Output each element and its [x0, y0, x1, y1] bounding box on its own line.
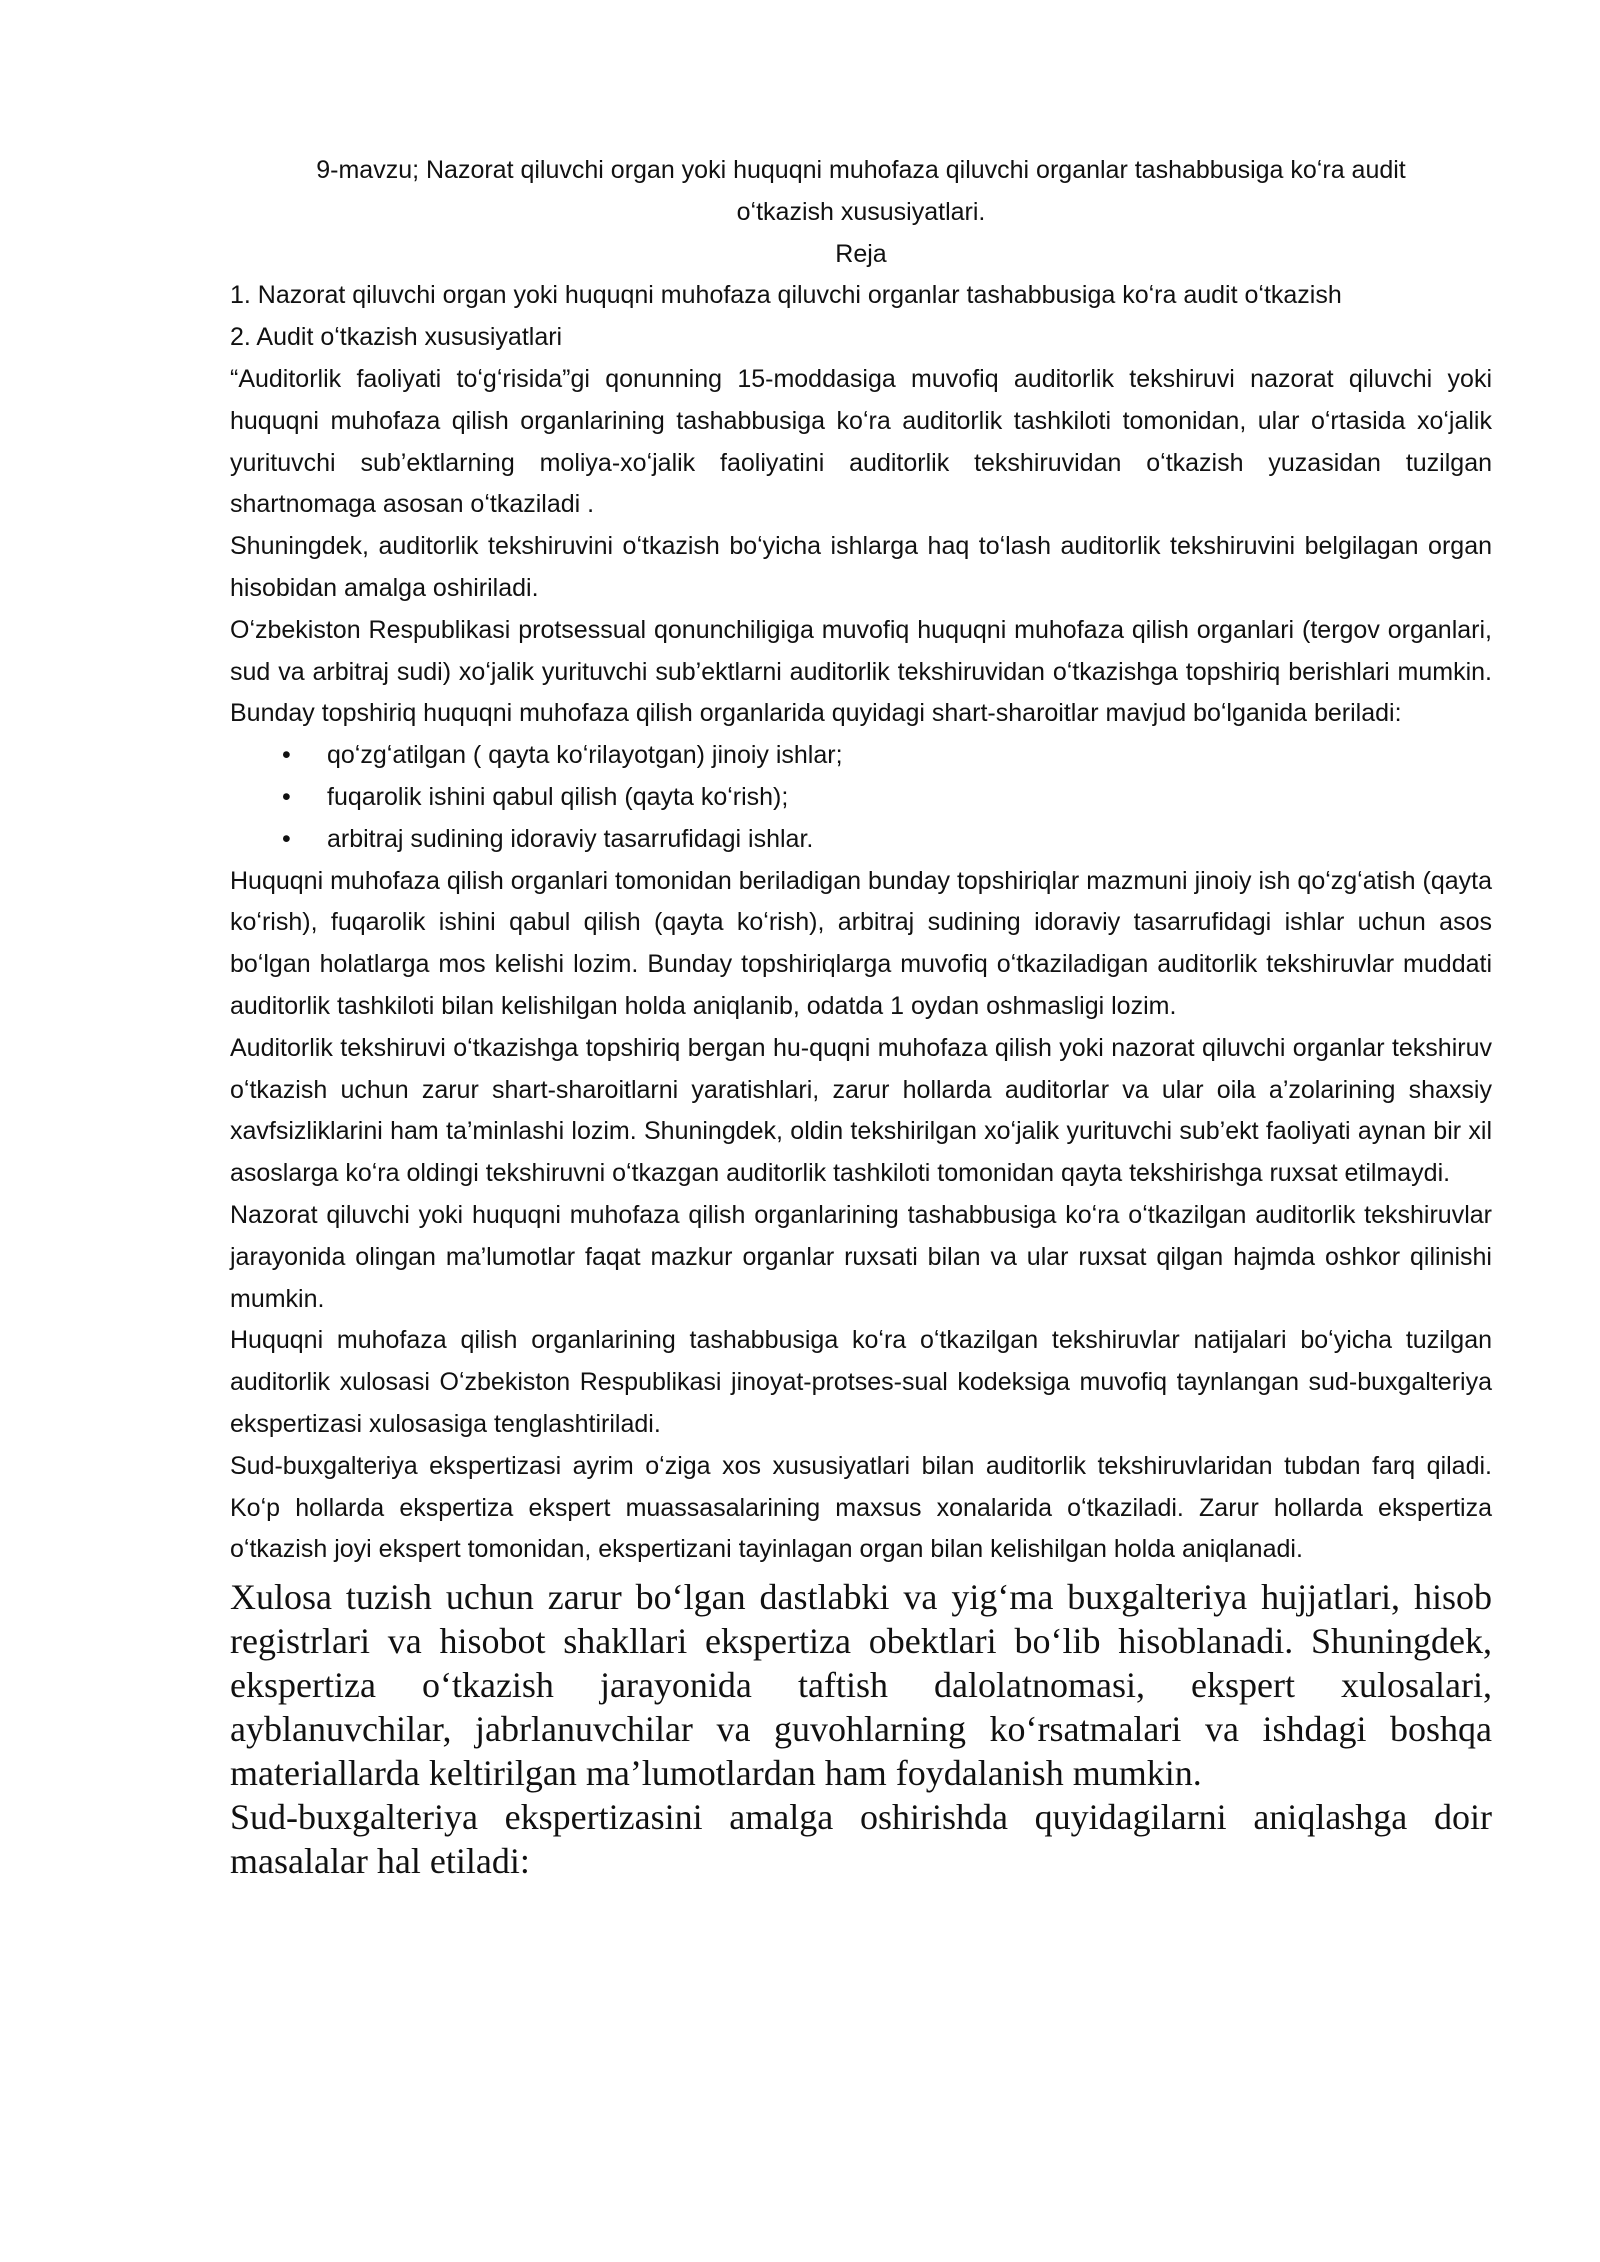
paragraph: Shuningdek, auditorlik tekshiruvini oʻtkazish boʻyicha ishlarga haq toʻlash auditorlik tekshiruvini belgilagan organ hisobidan amalga oshiriladi. — [230, 532, 1492, 602]
document-page — [230, 150, 1492, 1883]
paragraph: “Auditorlik faoliyati toʻgʻrisida”gi qonunning 15-moddasiga muvofiq auditorlik tekshiruvi nazorat qiluvchi yoki huquqni muhofaza qilish organlarining tashabbusiga koʻra auditorlik tashkiloti tomonidan, ular oʻrtasida xoʻjalik yurituvchi sub’ektlarning moliya-xoʻjalik faoliyatini auditorlik tekshiruvidan oʻtkazish yuzasidan tuzilgan shartnomaga asosan oʻtkaziladi . — [230, 364, 1492, 519]
paragraph: Sud-buxgalteriya ekspertizasi ayrim oʻziga xos xususiyatlari bilan auditorlik tekshiruvlaridan tubdan farq qiladi. Koʻp hollarda ekspertiza ekspert muassasalarining maxsus xonalarida oʻtkaziladi. Zarur hollarda ekspertiza oʻtkazish joyi ekspert tomonidan, ekspertizani tayinlagan organ bilan kelishilgan holda aniqlanadi. — [230, 1451, 1492, 1564]
list-item — [230, 819, 1492, 861]
list-item — [230, 735, 1492, 777]
paragraph: Nazorat qiluvchi yoki huquqni muhofaza qilish organlarining tashabbusiga koʻra oʻtkazilgan auditorlik tekshiruvlar jarayonida olingan ma’lumotlar faqat mazkur organlar ruxsati bilan va ular ruxsat qilgan hajmda oshkor qilinishi mumkin. — [230, 1200, 1492, 1313]
paragraph: Auditorlik tekshiruvi oʻtkazishga topshiriq bergan hu-quqni muhofaza qilish yoki nazorat qiluvchi organlar tekshiruv oʻtkazish uchun zarur shart-sharoitlarni yaratishlari, zarur hollarda auditorlar va ular oila a’zolarining shaxsiy xavfsizliklarini ham ta’minlashi lozim. Shuningdek, oldin tekshirilgan xoʻjalik yurituvchi sub’ekt faoliyati aynan bir xil asoslarga koʻra oldingi tekshiruvni oʻtkazgan auditorlik tashkiloti tomonidan qayta tekshirishga ruxsat etilmaydi. — [230, 1033, 1492, 1188]
list-item-text: qoʻzgʻatilgan ( qayta koʻrilayotgan) jinoiy ishlar; — [327, 741, 843, 770]
body-section-2 — [230, 861, 1492, 1572]
list-item-text: fuqarolik ishini qabul qilish (qayta koʻrish); — [327, 782, 789, 811]
body-section-3 — [230, 1575, 1492, 1883]
title-line: 9-mavzu; Nazorat qiluvchi organ yoki huquqni muhofaza qiluvchi organlar tashabbusiga koʻra audit — [316, 156, 1406, 184]
paragraph: Huquqni muhofaza qilish organlari tomonidan beriladigan bunday topshiriqlar mazmuni jinoiy ish qoʻzgʻatish (qayta koʻrish), fuqarolik ishini qabul qilish (qayta koʻrish), arbitraj sudining idoraviy tasarrufidagi ishlar uchun asos boʻlgan holatlarga mos kelishi lozim. Bunday topshiriqlarga muvofiq oʻtkaziladigan auditorlik tekshiruvlar muddati auditorlik tashkiloti bilan kelishilgan holda aniqlanib, odatda 1 oydan oshmasligi lozim. — [230, 866, 1492, 1020]
plan-list — [230, 275, 1492, 359]
title-line: oʻtkazish xususiyatlari. — [736, 197, 986, 226]
body-section-1 — [230, 359, 1492, 735]
paragraph: Xulosa tuzish uchun zarur boʻlgan dastlabki va yigʻma buxgalteriya hujjatlari, hisob registrlari va hisobot shakllari ekspertiza obektlari boʻlib hisoblanadi. Shuningdek, ekspertiza oʻtkazish jarayonida taftish dalolatnomasi, ekspert xulosalari, ayblanuvchilar, jabrlanuvchilar va guvohlarning koʻrsatmalari va ishdagi boshqa materiallarda keltirilgan ma’lumotlardan ham foydalanish mumkin. — [230, 1577, 1492, 1794]
document-title — [230, 150, 1492, 234]
list-item — [230, 777, 1492, 819]
paragraph: Oʻzbekiston Respublikasi protsessual qonunchiligiga muvofiq huquqni muhofaza qilish organlari (tergov organlari, sud va arbitraj sudi) xoʻjalik yurituvchi sub’ektlarni auditorlik tekshiruvidan oʻtkazishga topshiriq berishlari mumkin. Bunday topshiriq huquqni muhofaza qilish organlarida quyidagi shart-sharoitlar mavjud boʻlganida beriladi: — [230, 615, 1492, 728]
plan-item: 1. Nazorat qiluvchi organ yoki huquqni muhofaza qiluvchi organlar tashabbusiga koʻra audit oʻtkazish — [230, 281, 1342, 310]
plan-item: 2. Audit oʻtkazish xususiyatlari — [230, 323, 563, 352]
paragraph: Huquqni muhofaza qilish organlarining tashabbusiga koʻra oʻtkazilgan tekshiruvlar natijalari boʻyicha tuzilgan auditorlik xulosasi Oʻzbekiston Respublikasi jinoyat-protses-sual kodeksiga muvofiq taynlangan sud-buxgalteriya ekspertizasi xulosasiga tenglashtiriladi. — [230, 1326, 1492, 1438]
bullet-icon: • — [282, 741, 291, 770]
bullet-icon: • — [282, 824, 291, 853]
conditions-list — [230, 735, 1492, 860]
plan-heading: Reja — [835, 239, 887, 268]
list-item-text: arbitraj sudining idoraviy tasarrufidagi ishlar. — [327, 824, 814, 853]
bullet-icon: • — [282, 782, 291, 811]
paragraph: Sud-buxgalteriya ekspertizasini amalga oshirishda quyidagilarni aniqlashga doir masalalar hal etiladi: — [230, 1797, 1492, 1882]
